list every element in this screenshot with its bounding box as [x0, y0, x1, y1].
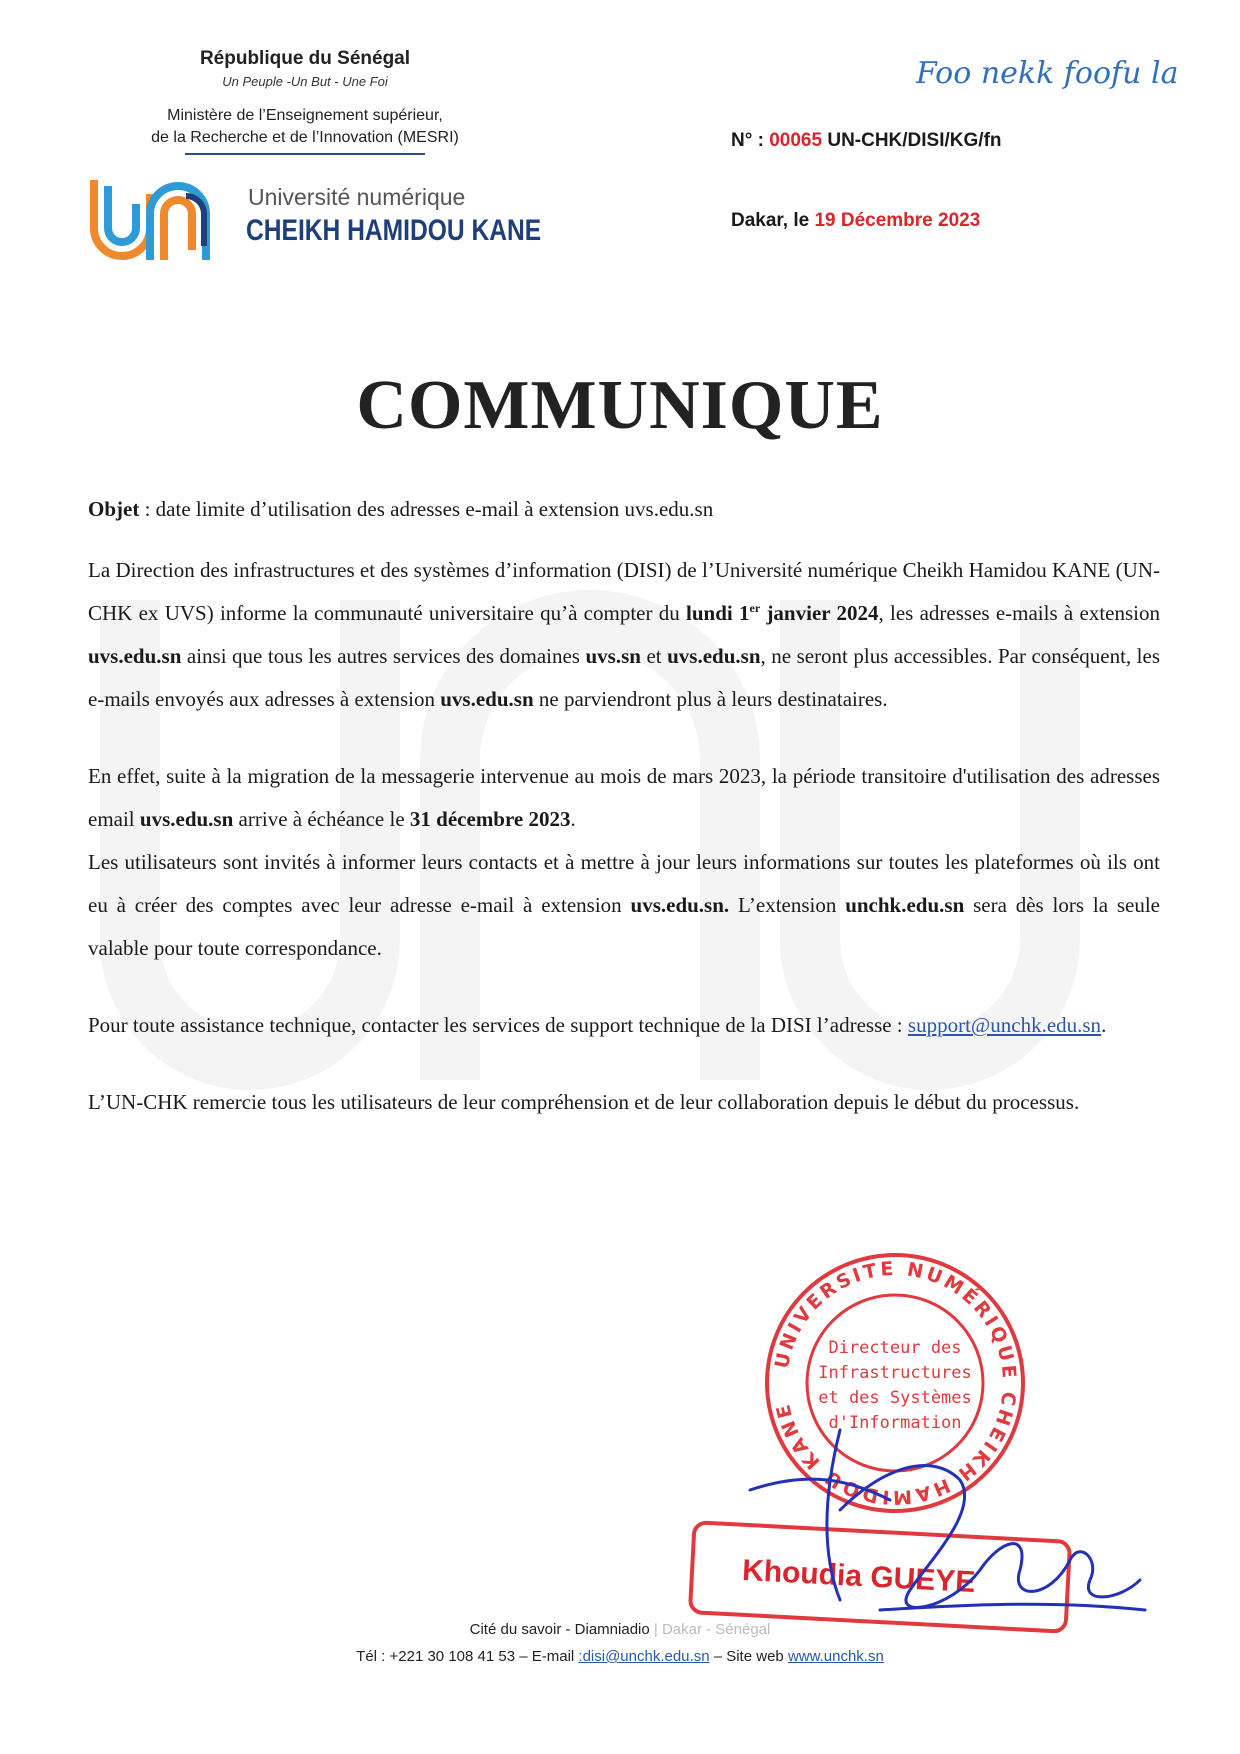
- footer-address: [0, 1616, 1240, 1643]
- page-footer: [0, 1616, 1240, 1670]
- national-motto: Un Peuple -Un But - Une Foi: [222, 74, 388, 89]
- footer-address-hidden: | Dakar - Sénégal: [649, 1621, 771, 1638]
- un-chk-logo-icon: [86, 170, 236, 270]
- paragraph-5: L’UN-CHK remercie tous les utilisateurs de leur compréhension et de leur collaboration depuis le début du processus.: [88, 1090, 1080, 1114]
- university-name-line-1: Université numérique: [248, 184, 466, 210]
- slogan: Foo nekk foofu la: [916, 56, 1179, 91]
- date-value: 19 Décembre 2023: [814, 210, 981, 231]
- paragraph-4: Pour toute assistance technique, contacter les services de support technique de la DISI l’adresse : support@unchk.edu.sn.: [88, 1013, 1107, 1037]
- ref-suffix: UN-CHK/DISI/KG/fn: [822, 130, 1002, 151]
- ministry-line-1: Ministère de l’Enseignement supérieur,: [167, 107, 443, 124]
- document-body: [88, 488, 1160, 1124]
- signatory-name: Khoudia GUEYE: [741, 1553, 977, 1600]
- footer-address-text: Cité du savoir - Diamniadio: [469, 1621, 650, 1638]
- date-prefix: Dakar, le: [731, 210, 815, 231]
- header-institution: [80, 48, 500, 155]
- footer-website-link[interactable]: www.unchk.sn: [787, 1648, 884, 1665]
- document-title: COMMUNIQUE: [356, 367, 884, 444]
- paragraph-1: La Direction des infrastructures et des systèmes d’information (DISI) de l’Université numérique Cheikh Hamidou KANE (UN-CHK ex UVS) informe la communauté universitaire qu’à compter du lundi 1er janvier 2024, les adresses e-mails à extension uvs.edu.sn ainsi que tous les autres services des domaines uvs.sn et uvs.edu.sn, ne seront plus accessibles. Par conséquent, les e-mails envoyés aux adresses à extension uvs.edu.sn ne parviendront plus à leurs destinataires.: [88, 558, 1160, 711]
- object-line: [88, 488, 1160, 531]
- footer-email-link[interactable]: :disi@unchk.edu.sn: [578, 1648, 710, 1665]
- footer-tel: Tél : +221 30 108 41 53 – E-mail: [356, 1648, 579, 1665]
- paragraph-3: Les utilisateurs sont invités à informer leurs contacts et à mettre à jour leurs informations sur toutes les plateformes où ils ont eu à créer des comptes avec leur adresse e-mail à extension uvs.edu.sn. L’extension unchk.edu.sn sera dès lors la seule valable pour toute correspondance.: [88, 850, 1160, 960]
- university-name-line-2: CHEIKH HAMIDOU KANE: [246, 214, 542, 247]
- ministry-name: [110, 105, 500, 149]
- footer-contact: [0, 1643, 1240, 1670]
- ref-prefix: N° :: [731, 130, 770, 151]
- stamp-line-1: Directeur des: [828, 1338, 962, 1358]
- document-date: [731, 210, 980, 232]
- stamp-line-2: Infrastructures: [818, 1363, 972, 1383]
- stamp-line-3: et des Systèmes: [818, 1388, 972, 1408]
- object-text: : date limite d’utilisation des adresses e-mail à extension uvs.edu.sn: [139, 497, 714, 521]
- support-email-link[interactable]: support@unchk.edu.sn: [907, 1013, 1102, 1037]
- ministry-line-2: de la Recherche et de l’Innovation (MESRI): [151, 129, 459, 146]
- paragraph-2: En effet, suite à la migration de la messagerie intervenue au mois de mars 2023, la période transitoire d'utilisation des adresses email uvs.edu.sn arrive à échéance le 31 décembre 2023.: [88, 764, 1160, 831]
- stamp-line-4: d'Information: [828, 1413, 962, 1433]
- handwritten-signature: [730, 1410, 1150, 1640]
- country-name: République du Sénégal: [199, 48, 411, 69]
- ref-number: 00065: [769, 130, 823, 151]
- university-logo: [86, 170, 542, 270]
- reference-number: [731, 130, 1002, 152]
- stamp-ring-text: UNIVERSITE NUMÉRIQUE CHEIKH HAMIDOU KANE: [770, 1257, 1021, 1509]
- footer-web-prefix: – Site web: [709, 1648, 788, 1665]
- ministry-divider: [185, 153, 425, 155]
- object-label: Objet: [88, 497, 140, 521]
